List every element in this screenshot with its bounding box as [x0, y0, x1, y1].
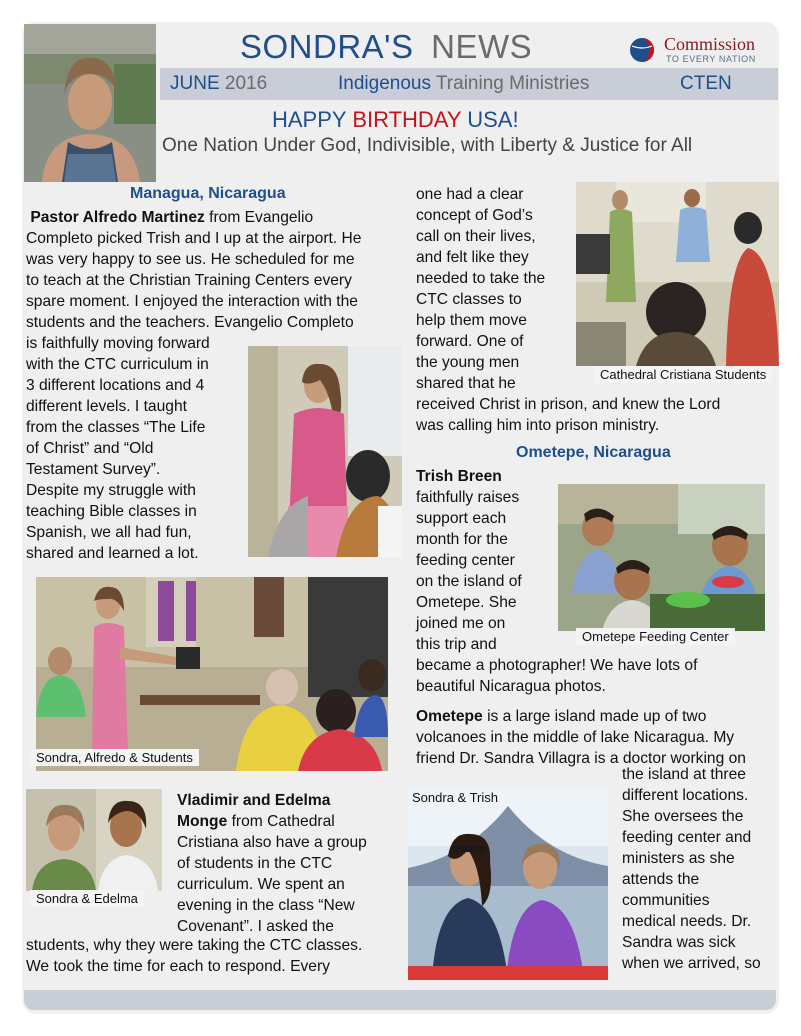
cathedral-line: of students in the CTC — [177, 855, 333, 872]
cathedral-lead-line-2 — [177, 811, 407, 832]
managua-line: with the CTC curriculum in — [26, 356, 209, 373]
ometepe-para2-line: friend Dr. Sandra Villagra is a doctor working on — [416, 750, 746, 767]
logo-tagline: TO EVERY NATION — [666, 54, 756, 64]
caption-feeding-center: Ometepe Feeding Center — [576, 628, 735, 645]
cathedral-cont-line: the young men — [416, 354, 520, 371]
newsletter-title — [240, 28, 532, 66]
cathedral-lead-line-1 — [177, 790, 407, 811]
ometepe-line: support each — [416, 510, 507, 527]
logo-name: Commission — [664, 34, 756, 54]
motto: One Nation Under God, Indivisible, with Liberty & Justice for All — [162, 135, 693, 156]
caption-sondra-trish: Sondra & Trish — [412, 790, 498, 805]
managua-line: to teach at the Christian Training Centers every — [26, 272, 352, 289]
greeting-usa: USA! — [467, 107, 519, 132]
greeting-birthday: BIRTHDAY — [352, 107, 462, 132]
issue-month: JUNE — [170, 73, 220, 94]
commission-logo — [628, 34, 778, 66]
managua-lead-name: Pastor Alfredo Martinez — [30, 209, 205, 226]
cathedral-line: curriculum. We spent an — [177, 876, 345, 893]
ometepe-line: this trip and — [416, 636, 497, 653]
ometepe-para2-lead: Ometepe — [416, 708, 483, 725]
cathedral-lead-rest: from Cathedral — [227, 813, 335, 830]
ometepe-line: month for the — [416, 531, 508, 548]
ometepe-para2-line: communities — [622, 892, 710, 909]
managua-line: students and the teachers. Evangelio Completo — [26, 314, 354, 331]
cathedral-line: Covenant”. I asked the — [177, 918, 334, 935]
ometepe-para2-line: Sandra was sick — [622, 934, 736, 951]
managua-line: teaching Bible classes in — [26, 503, 197, 520]
ministry-name — [338, 73, 589, 95]
title-part-sondras: SONDRA'S — [240, 28, 414, 65]
cathedral-line: evening in the class “New — [177, 897, 355, 914]
caption-cathedral-students: Cathedral Cristiana Students — [594, 366, 772, 383]
org-code: CTEN — [680, 73, 732, 94]
sondra-edelma-photo — [26, 789, 162, 891]
sondra-alfredo-photo — [36, 577, 388, 771]
ometepe-line: beautiful Nicaragua photos. — [416, 678, 606, 695]
cathedral-lead-name-2: Monge — [177, 813, 228, 830]
issue-year: 2016 — [224, 73, 268, 94]
ometepe-para2-line: volcanoes in the middle of lake Nicaragua. My — [416, 729, 735, 746]
cathedral-cont-line: shared that he — [416, 375, 516, 392]
ometepe-para2-line: attends the — [622, 871, 700, 888]
ometepe-line: joined me on — [416, 615, 506, 632]
caption-sondra-edelma: Sondra & Edelma — [30, 890, 144, 907]
managua-line: different levels. I taught — [26, 398, 187, 415]
managua-line-1-rest: from Evangelio — [204, 209, 314, 226]
ometepe-para2-line: feeding center and — [622, 829, 752, 846]
ministry-word-indigenous: Indigenous — [338, 73, 431, 94]
portrait-photo — [24, 24, 156, 182]
cathedral-cont-line: call on their lives, — [416, 228, 536, 245]
cathedral-line: Cristiana also have a group — [177, 834, 367, 851]
footer-strip — [24, 990, 776, 1010]
caption-sondra-alfredo: Sondra, Alfredo & Students — [30, 749, 199, 766]
ometepe-line: faithfully raises — [416, 489, 520, 506]
sondra-trish-photo — [408, 786, 608, 980]
ometepe-heading: Ometepe, Nicaragua — [516, 444, 671, 461]
ometepe-lead-name: Trish Breen — [416, 468, 502, 485]
managua-line: Spanish, we all had fun, — [26, 524, 192, 541]
ometepe-para2-line: when we arrived, so — [622, 955, 761, 972]
cathedral-line: We took the time for each to respond. Every — [26, 958, 330, 975]
ometepe-para2-line-1-rest: is a large island made up of two — [482, 708, 707, 725]
managua-line: is faithfully moving forward — [26, 335, 210, 352]
managua-line: Completo picked Trish and I up at the airport. He — [26, 230, 362, 247]
managua-line-1 — [26, 207, 406, 228]
cathedral-cont-line: one had a clear — [416, 186, 524, 203]
cathedral-text-top — [177, 790, 407, 937]
feeding-center-photo — [558, 484, 765, 631]
cathedral-text-bottom — [26, 935, 406, 977]
managua-line: 3 different locations and 4 — [26, 377, 205, 394]
cathedral-students-photo — [576, 182, 779, 366]
managua-line: Testament Survey”. — [26, 461, 161, 478]
ometepe-line: became a photographer! We have lots of — [416, 657, 698, 674]
issue-date — [170, 73, 267, 95]
ometepe-line: on the island of — [416, 573, 522, 590]
ometepe-line: feeding center — [416, 552, 515, 569]
ometepe-para2-line: ministers as she — [622, 850, 735, 867]
managua-line: from the classes “The Life — [26, 419, 206, 436]
ometepe-para2-line: different locations. — [622, 787, 749, 804]
ministry-rest: Training Ministries — [435, 73, 590, 94]
ometepe-para2-line: medical needs. Dr. — [622, 913, 752, 930]
cathedral-cont-line: forward. One of — [416, 333, 524, 350]
birthday-greeting — [272, 107, 519, 133]
managua-line: shared and learned a lot. — [26, 545, 199, 562]
ometepe-para2-line-1 — [416, 706, 766, 727]
ometepe-para2-line: the island at three — [622, 766, 746, 783]
cathedral-cont-line: was calling him into prison ministry. — [416, 417, 660, 434]
cathedral-cont-line: help them move — [416, 312, 527, 329]
greeting-happy: HAPPY — [272, 107, 347, 132]
title-part-news: NEWS — [431, 28, 533, 65]
managua-line: of Christ” and “Old — [26, 440, 154, 457]
cathedral-cont-line: needed to take the — [416, 270, 546, 287]
ometepe-para2-narrow — [622, 764, 772, 974]
cathedral-cont-line: concept of God’s — [416, 207, 533, 224]
teaching-photo — [248, 346, 402, 557]
managua-line: spare moment. I enjoyed the interaction with the — [26, 293, 358, 310]
managua-heading: Managua, Nicaragua — [130, 185, 286, 202]
cathedral-cont-line: CTC classes to — [416, 291, 522, 308]
ometepe-line: Ometepe. She — [416, 594, 517, 611]
cathedral-cont-line: and felt like they — [416, 249, 529, 266]
cathedral-cont-line: received Christ in prison, and knew the Lord — [416, 396, 721, 413]
globe-icon — [628, 36, 656, 64]
cathedral-line: students, why they were taking the CTC classes. — [26, 937, 363, 954]
ometepe-para2-line: She oversees the — [622, 808, 744, 825]
managua-line: was very happy to see us. He scheduled for me — [26, 251, 355, 268]
cathedral-lead-name-1: Vladimir and Edelma — [177, 792, 331, 809]
managua-line: Despite my struggle with — [26, 482, 196, 499]
